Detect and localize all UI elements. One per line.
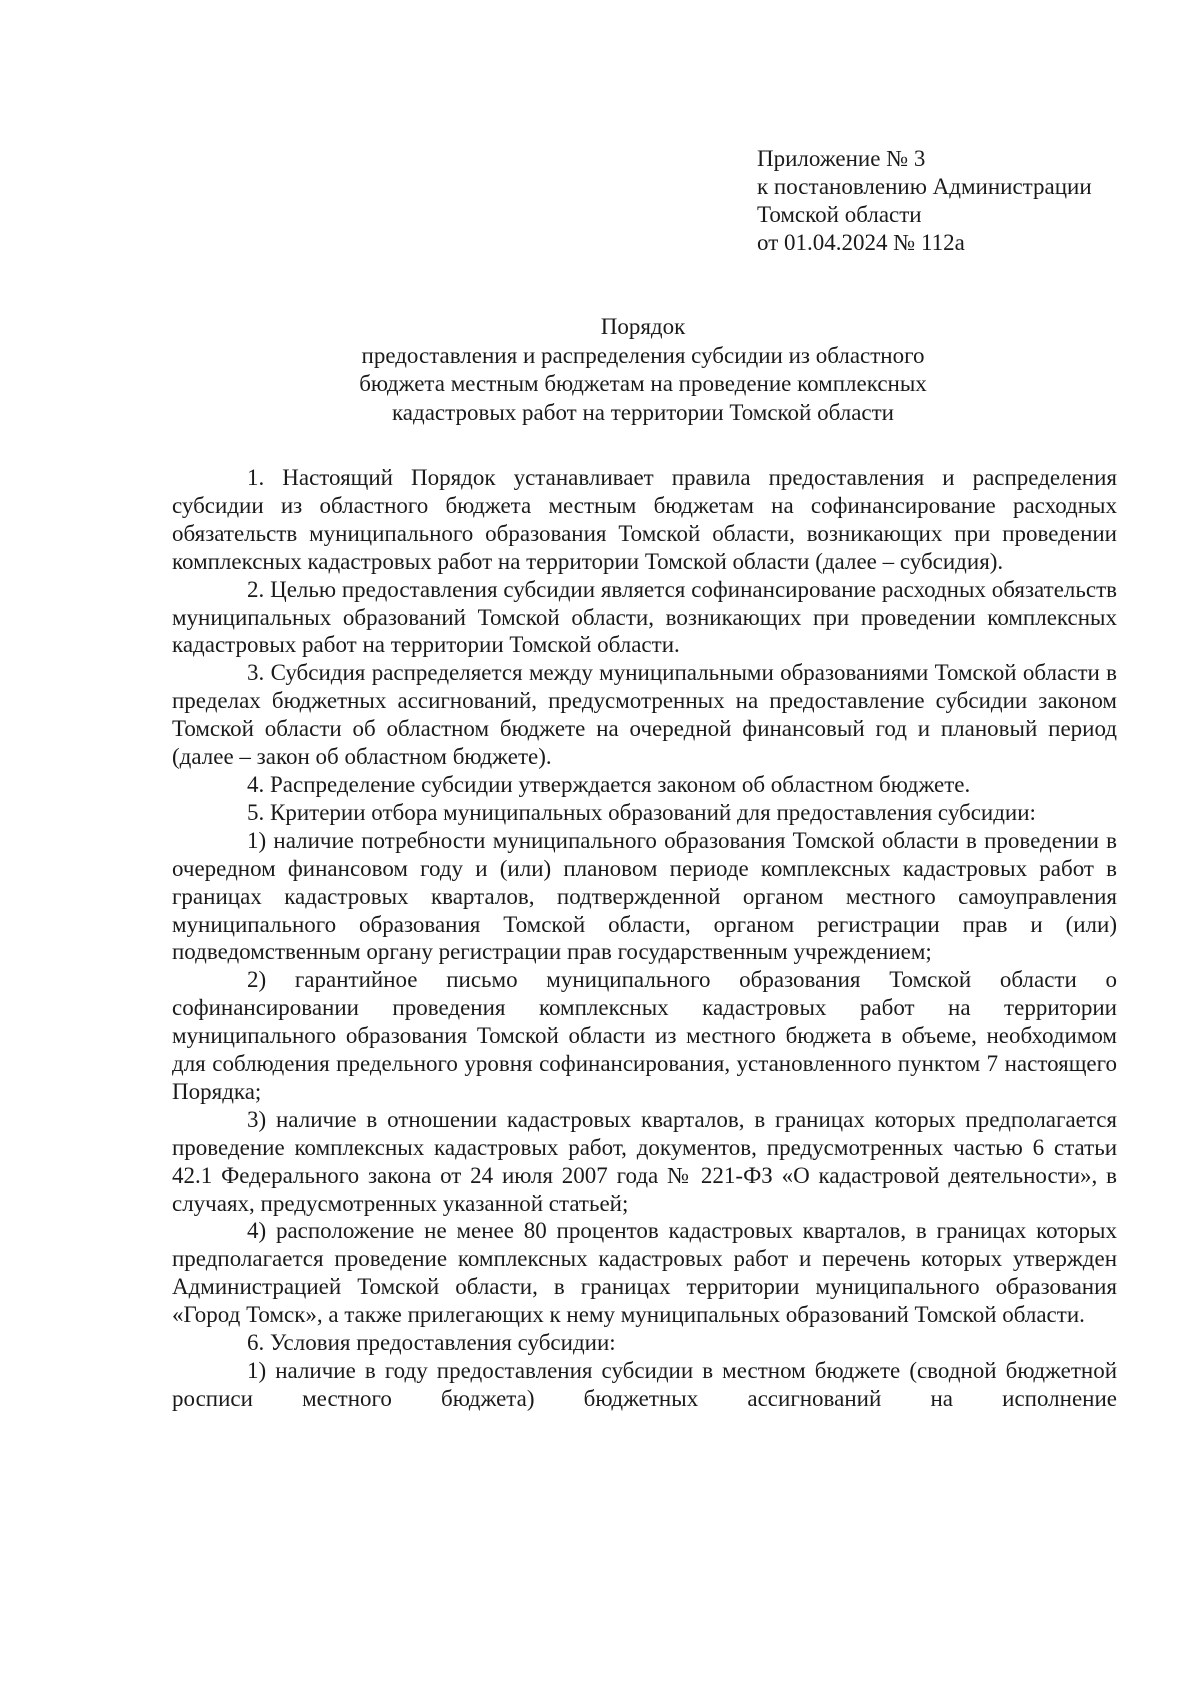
- appendix-resolution-ref: к постановлению Администрации: [757, 174, 1092, 199]
- title-line-1: Порядок: [600, 314, 686, 339]
- paragraph-5-item-3: 3) наличие в отношении кадастровых кварталов, в границах которых предполагается проведение комплексных кадастровых работ, документов, предусмотренных частью 6 статьи 42.1 Федерального закона от 24 июля 2007 года № 221-ФЗ «О кадастровой деятельности», в случаях, предусмотренных указанной статьей;: [172, 1106, 1117, 1216]
- paragraph-2: 2. Целью предоставления субсидии является софинансирование расходных обязательств муниципальных образований Томской области, возникающих при проведении комплексных кадастровых работ на территории Томской области.: [172, 576, 1117, 658]
- paragraph-1: 1. Настоящий Порядок устанавливает правила предоставления и распределения субсидии из областного бюджета местным бюджетам на софинансирование расходных обязательств муниципального образования Томской области, возникающих при проведении комплексных кадастровых работ на территории Томской области (далее – субсидия).: [172, 465, 1117, 574]
- document-title: [170, 313, 1116, 427]
- appendix-number: Приложение № 3: [757, 146, 926, 171]
- title-line-2: предоставления и распределения субсидии из областного: [361, 342, 925, 368]
- paragraph-5-item-4: 4) расположение не менее 80 процентов кадастровых кварталов, в границах которых предполагается проведение комплексных кадастровых работ и перечень которых утвержден Администрацией Томской области, в границах территории муниципального образования «Город Томск», а также прилегающих к нему муниципальных образований Томской области.: [172, 1218, 1117, 1328]
- appendix-region: Томской области: [757, 202, 922, 227]
- paragraph-5-item-2: 2) гарантийное письмо муниципального образования Томской области о софинансировании проведения комплексных кадастровых работ на территории муниципального образования Томской области из местного бюджета в объеме, необходимом для соблюдения предельного уровня софинансирования, установленного пунктом 7 настоящего Порядка;: [172, 967, 1117, 1104]
- paragraph-5: 5. Критерии отбора муниципальных образований для предоставления субсидии:: [247, 799, 1036, 825]
- paragraph-4: 4. Распределение субсидии утверждается законом об областном бюджете.: [247, 771, 971, 797]
- paragraph-5-item-1: 1) наличие потребности муниципального образования Томской области в проведении в очередном финансовом году и (или) плановом периоде комплексных кадастровых работ в границах кадастровых кварталов, подтвержденной органом местного самоуправления муниципального образования Томской области, органом регистрации прав и (или) подведомственным органу регистрации прав государственным учреждением;: [172, 827, 1117, 965]
- document-body: [172, 464, 1117, 1413]
- paragraph-6: 6. Условия предоставления субсидии:: [247, 1330, 616, 1356]
- title-line-3: бюджета местным бюджетам на проведение комплексных: [359, 371, 927, 396]
- paragraph-6-item-1: 1) наличие в году предоставления субсидии в местном бюджете (сводной бюджетной росписи местного бюджета) бюджетных ассигнований на исполнение: [172, 1358, 1117, 1411]
- appendix-date-number: от 01.04.2024 № 112а: [757, 230, 965, 255]
- appendix-header: [757, 145, 1092, 257]
- paragraph-3: 3. Субсидия распределяется между муниципальными образованиями Томской области в пределах бюджетных ассигнований, предусмотренных на предоставление субсидии законом Томской области об областном бюджете на очередной финансовый год и плановый период (далее – закон об областном бюджете).: [172, 660, 1117, 770]
- title-line-4: кадастровых работ на территории Томской области: [391, 399, 894, 425]
